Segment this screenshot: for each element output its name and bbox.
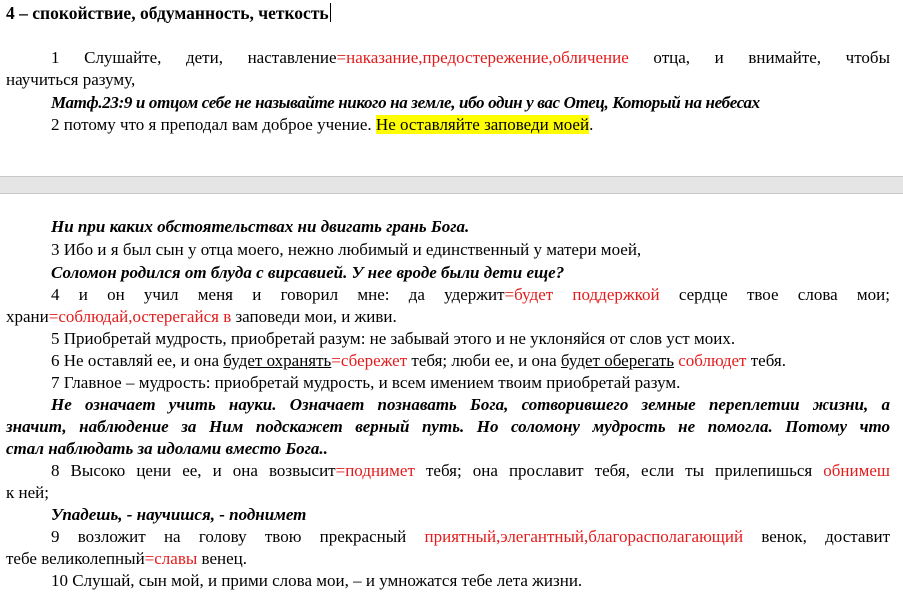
comment-1: Матф.23:9 и отцом себе не называйте никого на земле, ибо один у вас Отец, Который на небесах (51, 93, 760, 112)
annotation-red: =славы (144, 549, 198, 568)
underlined-text: будет оберегать (560, 351, 675, 370)
verse-2: 2 потому что я преподал вам доброе учение. Не оставляйте заповеди моей. (51, 115, 594, 134)
verse-4-line-1: 4 и он учил меня и говорил мне: да удержит=будет поддержкой сердце твое слова мои; (51, 285, 890, 304)
verse-10: 10 Слушай, сын мой, и прими слова мои, – и умножатся тебе лета жизни. (51, 571, 583, 590)
document-page-1 (0, 0, 903, 176)
document-page-2 (0, 194, 903, 596)
comment-2: Ни при каких обстоятельствах ни двигать грань Бога. (51, 217, 470, 236)
page-break-gap (0, 176, 903, 194)
comment-4-line-2: значит, наблюдение за Ним подскажет верный путь. Но соломону мудрость не помогла. Потому что (6, 417, 890, 436)
verse-5: 5 Приобретай мудрость, приобретай разум: не забывай этого и не уклоняйся от слов уст моих. (51, 329, 736, 348)
text-cursor (330, 3, 331, 22)
underlined-text: будет охранять (223, 351, 332, 370)
comment-5: Упадешь, - научишся, - поднимет (51, 505, 307, 524)
comment-4-line-1: Не означает учить науки. Означает познавать Бога, сотворившего земные переплетии жизни, а (51, 395, 890, 414)
annotation-red: =будет поддержкой (504, 285, 660, 304)
annotation-red: приятный,элегантный,благорасполагающий (424, 527, 744, 546)
annotation-red: =соблюдай,остерегайся в (48, 307, 232, 326)
verse-8-line-2: к ней; (6, 483, 49, 502)
annotation-red: соблюдет (678, 351, 747, 370)
annotation-red: обнимеш (823, 461, 890, 480)
verse-3: 3 Ибо и я был сын у отца моего, нежно любимый и единственный у матери моей, (51, 240, 642, 259)
annotation-red: =наказание,предостережение,обличение (336, 48, 629, 67)
verse-1-line-1: 1 Слушайте, дети, наставление=наказание,предостережение,обличение отца, и внимайте, чтобы (51, 48, 890, 67)
annotation-red: =сбережет (331, 351, 408, 370)
verse-4-line-2: храни=соблюдай,остерегайся в заповеди мои, и живи. (6, 307, 397, 326)
verse-9-line-2: тебе великолепный=славы венец. (6, 549, 248, 568)
comment-3: Соломон родился от блуда с вирсавией. У нее вроде были дети еще? (51, 263, 565, 282)
verse-8-line-1: 8 Высоко цени ее, и она возвысит=поднимет тебя; она прославит тебя, если ты прилепишься обнимеш (51, 461, 890, 480)
verse-6: 6 Не оставляй ее, и она будет охранять=сбережет тебя; люби ее, и она будет оберегать соблюдет тебя. (51, 351, 787, 370)
annotation-red: =поднимет (335, 461, 415, 480)
verse-9-line-1: 9 возложит на голову твою прекрасный приятный,элегантный,благорасполагающий венок, доставит (51, 527, 890, 546)
highlighted-text: Не оставляйте заповеди моей (375, 115, 590, 134)
section-heading[interactable]: 4 – спокойствие, обдуманность, четкость (6, 3, 329, 23)
comment-4-line-3: стал наблюдать за идолами вместо Бога.. (6, 439, 328, 458)
verse-7: 7 Главное – мудрость: приобретай мудрость, и всем имением твоим приобретай разум. (51, 373, 681, 392)
verse-1-line-2: научиться разуму, (6, 70, 136, 89)
